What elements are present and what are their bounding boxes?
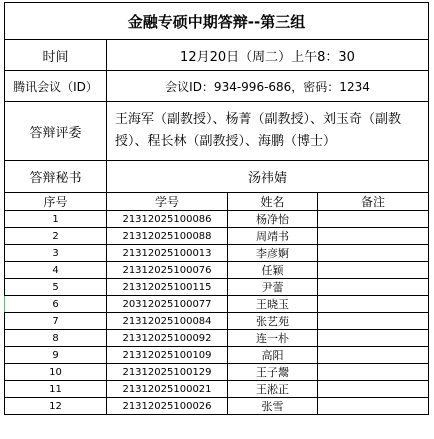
table-row (5, 364, 429, 381)
time-value: 12月20日（周二）上午8：30 (107, 40, 429, 71)
row-number: 12 (5, 398, 107, 415)
row-note (318, 228, 429, 245)
row-note (318, 364, 429, 381)
table-row (5, 330, 429, 347)
secretary-row (5, 161, 429, 193)
student-name: 尹蕾 (228, 279, 318, 296)
row-number: 3 (5, 245, 107, 262)
column-header-row (5, 193, 429, 211)
title-row (5, 3, 429, 40)
row-number: 9 (5, 347, 107, 364)
row-number: 1 (5, 211, 107, 228)
column-header-no: 序号 (5, 193, 107, 211)
row-note (318, 279, 429, 296)
student-name: 周靖书 (228, 228, 318, 245)
meeting-row (5, 71, 429, 102)
row-number: 7 (5, 313, 107, 330)
student-name: 王子鬶 (228, 364, 318, 381)
row-note (318, 245, 429, 262)
student-id: 21312025100086 (107, 211, 228, 228)
table-row (5, 347, 429, 364)
table-row (5, 211, 429, 228)
row-note (318, 262, 429, 279)
row-number: 8 (5, 330, 107, 347)
student-id: 21312025100076 (107, 262, 228, 279)
student-id: 21312025100088 (107, 228, 228, 245)
table-row (5, 245, 429, 262)
student-id: 21312025100013 (107, 245, 228, 262)
row-note (318, 211, 429, 228)
student-rows (5, 211, 429, 415)
student-name: 王晓玉 (228, 296, 318, 313)
meeting-label: 腾讯会议（ID） (5, 71, 107, 102)
student-name: 任颖 (228, 262, 318, 279)
table-row (5, 313, 429, 330)
row-number: 4 (5, 262, 107, 279)
committee-row (5, 102, 429, 161)
time-row (5, 40, 429, 71)
table-row (5, 262, 429, 279)
row-number: 11 (5, 381, 107, 398)
row-note (318, 381, 429, 398)
table-row (5, 381, 429, 398)
schedule-sheet (4, 2, 428, 415)
row-number: 6 (5, 296, 107, 313)
student-id: 21312025100092 (107, 330, 228, 347)
student-id: 21312025100021 (107, 381, 228, 398)
column-header-name: 姓名 (228, 193, 318, 211)
row-note (318, 313, 429, 330)
row-note (318, 330, 429, 347)
student-id: 21312025100109 (107, 347, 228, 364)
committee-members: 王海军（副教授）、杨菁（副教授）、刘玉奇（副教授）、程长林（副教授）、海鹏（博士） (107, 102, 429, 161)
row-note (318, 296, 429, 313)
student-id: 21312025100084 (107, 313, 228, 330)
row-note (318, 347, 429, 364)
table-row (5, 398, 429, 415)
student-name: 李彦婀 (228, 245, 318, 262)
student-id: 20312025100077 (107, 296, 228, 313)
secretary-label: 答辩秘书 (5, 161, 107, 193)
student-name: 杨净怡 (228, 211, 318, 228)
student-name: 连一朴 (228, 330, 318, 347)
table-row (5, 296, 429, 313)
student-id: 21312025100115 (107, 279, 228, 296)
row-number: 5 (5, 279, 107, 296)
student-id: 21312025100026 (107, 398, 228, 415)
student-name: 张雪 (228, 398, 318, 415)
row-note (318, 398, 429, 415)
student-id: 21312025100129 (107, 364, 228, 381)
student-name: 王淞正 (228, 381, 318, 398)
committee-label: 答辩评委 (5, 102, 107, 161)
row-number: 10 (5, 364, 107, 381)
row-number: 2 (5, 228, 107, 245)
column-header-note: 备注 (318, 193, 429, 211)
table-row (5, 228, 429, 245)
schedule-table (4, 2, 429, 415)
table-row (5, 279, 429, 296)
student-name: 高阳 (228, 347, 318, 364)
student-name: 张艺苑 (228, 313, 318, 330)
column-header-id: 学号 (107, 193, 228, 211)
meeting-value: 会议ID：934-996-686，密码：1234 (107, 71, 429, 102)
secretary-name: 汤祎婧 (107, 161, 429, 193)
time-label: 时间 (5, 40, 107, 71)
sheet-title: 金融专硕中期答辩--第三组 (5, 3, 429, 40)
